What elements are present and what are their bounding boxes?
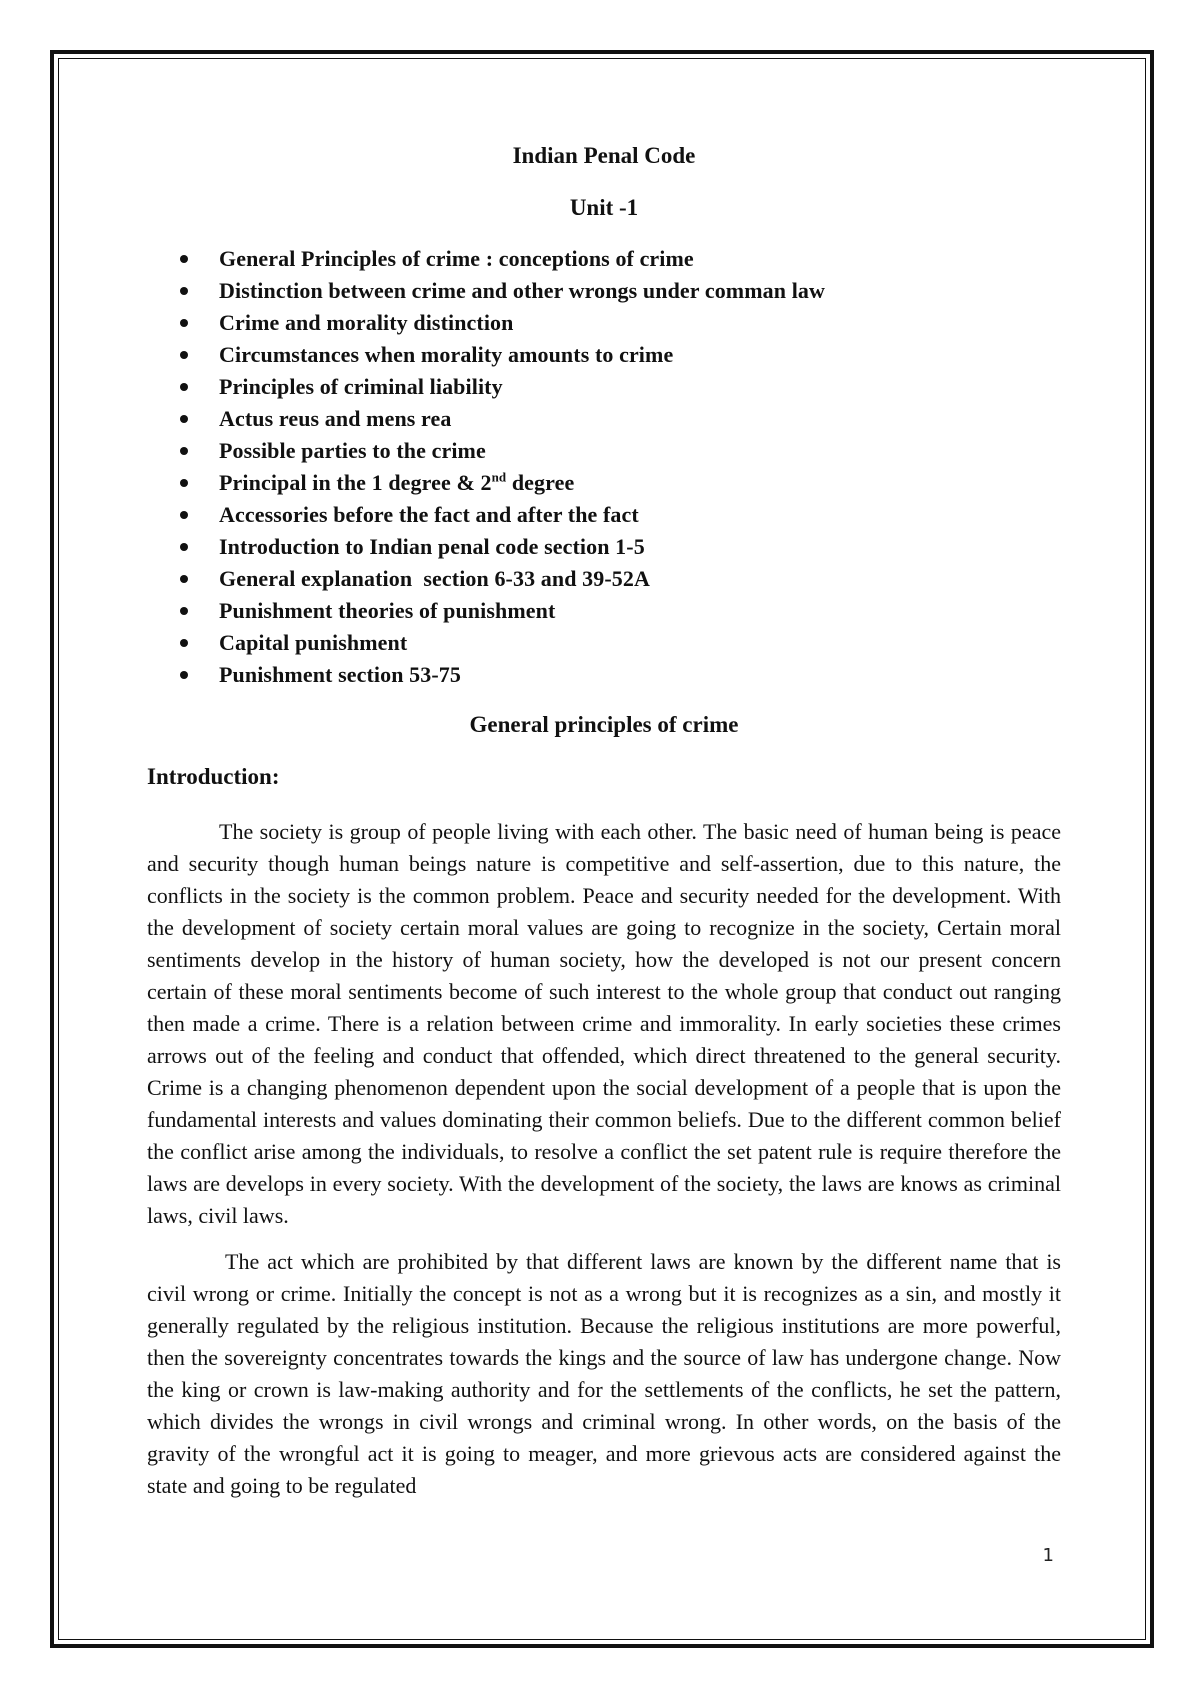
body-paragraph-2: The act which are prohibited by that different laws are known by the different name that is civil wrong or crime. Initially the concept is not as a wrong but it is recognizes as a sin, and mostly it generally regulated by the religious institution. Because the religious institutions are more powerful, then the sovereignty concentrates towards the kings and the source of law has undergone change. Now the king or crown is law-making authority and for the settlements of the conflicts, he set the pattern, which divides the wrongs in civil wrongs and criminal wrong. In other words, on the basis of the gravity of the wrongful act it is going to meager, and more grievous acts are considered against the state and going to be regulated <box>147 1249 1061 1499</box>
list-item: Capital punishment <box>147 627 1061 659</box>
section-heading: General principles of crime <box>469 712 739 738</box>
bullet-icon <box>180 607 188 615</box>
list-item: Introduction to Indian penal code section 1-5 <box>147 531 1061 563</box>
bullet-icon <box>180 383 188 391</box>
body-paragraph-1: The society is group of people living with each other. The basic need of human being is peace and security though human beings nature is competitive and self-assertion, due to this nature, the conflicts in the society is the common problem. Peace and security needed for the development. With the development of society certain moral values are going to recognize in the society, Certain moral sentiments develop in the history of human society, how the developed is not our present concern certain of these moral sentiments become of such interest to the whole group that conduct out ranging then made a crime. There is a relation between crime and immorality. In early societies these crimes arrows out of the feeling and conduct that offended, which direct threatened to the general security. Crime is a changing phenomenon dependent upon the social development of a people that is upon the fundamental interests and values dominating their common beliefs. Due to the different common belief the conflict arise among the individuals, to resolve a conflict the set patent rule is require therefore the laws are develops in every society. With the development of the society, the laws are knows as criminal laws, civil laws. <box>147 819 1061 1229</box>
list-item: Circumstances when morality amounts to crime <box>147 339 1061 371</box>
list-item: Accessories before the fact and after the fact <box>147 499 1061 531</box>
bullet-icon <box>180 319 188 327</box>
page-number: 1 <box>1042 1545 1054 1566</box>
bullet-icon <box>180 447 188 455</box>
topic-list <box>147 243 1061 691</box>
list-item: Distinction between crime and other wrongs under comman law <box>147 275 1061 307</box>
list-item: Principles of criminal liability <box>147 371 1061 403</box>
page-content <box>147 142 1061 1502</box>
bullet-icon <box>180 351 188 359</box>
unit-heading: Unit -1 <box>569 194 639 220</box>
bullet-icon <box>180 511 188 519</box>
bullet-icon <box>180 575 188 583</box>
list-item: Crime and morality distinction <box>147 307 1061 339</box>
bullet-icon <box>180 255 188 263</box>
bullet-icon <box>180 415 188 423</box>
list-item: General explanation section 6-33 and 39-52A <box>147 563 1061 595</box>
bullet-icon <box>180 639 188 647</box>
bullet-icon <box>180 287 188 295</box>
bullet-icon <box>180 543 188 551</box>
list-item: Possible parties to the crime <box>147 435 1061 467</box>
document-title: Indian Penal Code <box>512 143 696 168</box>
list-item: Actus reus and mens rea <box>147 403 1061 435</box>
introduction-heading: Introduction: <box>147 763 280 789</box>
list-item: Punishment theories of punishment <box>147 595 1061 627</box>
bullet-icon <box>180 479 188 487</box>
bullet-icon <box>180 671 188 679</box>
superscript: nd <box>491 469 507 485</box>
list-item: General Principles of crime : conceptions of crime <box>147 243 1061 275</box>
list-item: Punishment section 53-75 <box>147 659 1061 691</box>
list-item: Principal in the 1 degree & 2nd degree <box>147 467 1061 499</box>
